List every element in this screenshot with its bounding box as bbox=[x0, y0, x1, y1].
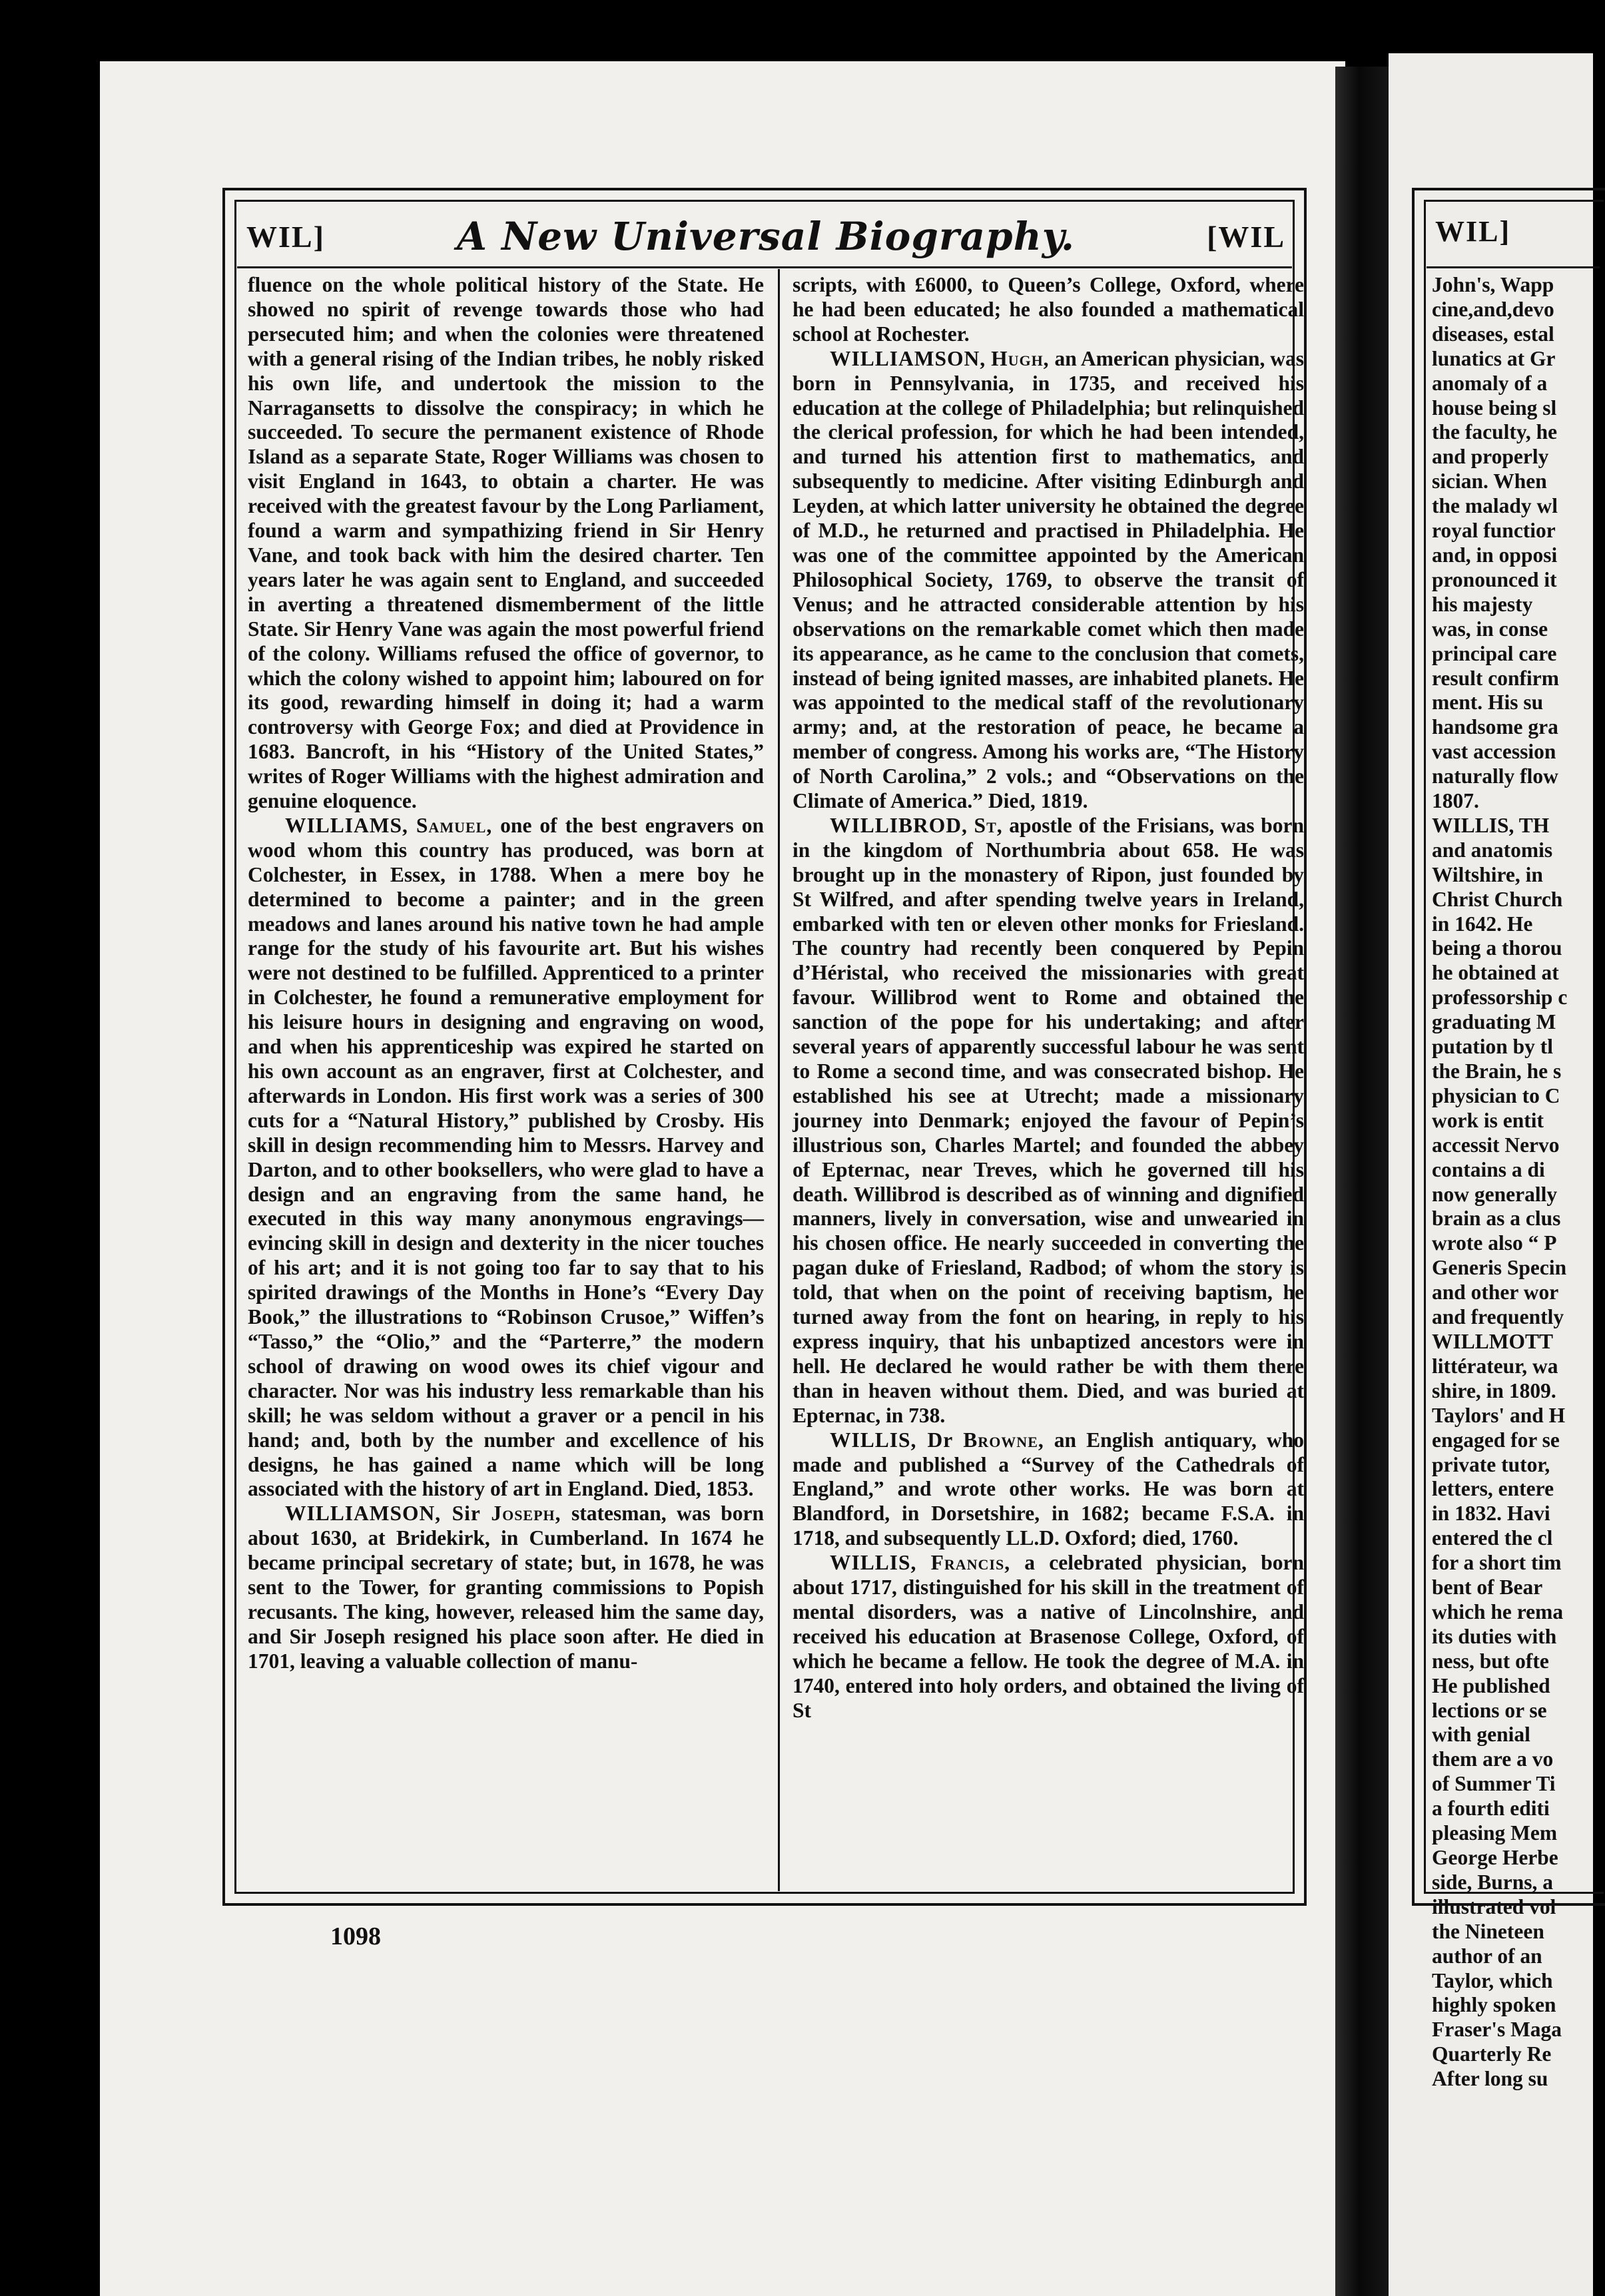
facing-page-line: pronounced it bbox=[1432, 567, 1557, 591]
facing-page-line: pleasing Mem bbox=[1432, 1821, 1558, 1845]
facing-page-line: ment. His su bbox=[1432, 691, 1544, 715]
facing-page-line: Christ Church bbox=[1432, 887, 1563, 911]
facing-page-line: the malady wl bbox=[1432, 494, 1558, 518]
text-column-1 bbox=[248, 273, 764, 1884]
paragraph-continued: scripts, with £6000, to Queen’s College, Oxford, where he had been educated; he also founded a mathematical school at Rochester. bbox=[793, 273, 1304, 346]
header-rule bbox=[237, 266, 1292, 268]
entry-willis-browne bbox=[793, 1428, 1304, 1552]
facing-page-line: physician to C bbox=[1432, 1083, 1560, 1107]
facing-page-line: letters, entere bbox=[1432, 1477, 1554, 1501]
facing-page-line: and, in opposi bbox=[1432, 543, 1558, 567]
entry-forename: Samuel, bbox=[416, 813, 493, 837]
entry-body: an English antiquary, who made and published a “Survey of the Cathedrals of England,” and wrote other works. He was born at Blandford, in Dorsetshire, in 1682; became F.S.A. in 1718, and subsequently LL.D. Oxford; died, 1760. bbox=[793, 1428, 1305, 1550]
entry-body: a celebrated physician, born about 1717, distinguished for his skill in the treatment of mental disorders, was a native of Lincolnshire, and received his education at Brasenose College, Oxford, of which he became a fellow. He took the degree of M.A. in 1740, entered into holy orders, and obtained the living of St bbox=[793, 1551, 1305, 1722]
facing-page-line: naturally flow bbox=[1432, 764, 1558, 788]
facing-page-line: his majesty bbox=[1432, 592, 1533, 616]
entry-body: one of the best engravers on wood whom this country has produced, was born at Colchester, in Essex, in 1788. When a mere boy he determined to become a painter; and in the green meadows and lanes around his native town he had ample range for the study of his favourite art. But his wishes were not destined to be fulfilled. Apprenticed to a printer in Colchester, he found a remunerative employment for his leisure hours in designing and engraving on wood, and when his apprenticeship was expired he started on his own account as an engraver, first at Colchester, and afterwards in London. His first work was a series of 300 cuts for a “Natural History,” published by Crosby. His skill in design recommending him to Messrs. Harvey and Darton, and to other booksellers, who were glad to have a design and an engraving from the same hand, he executed in this way many anonymous engravings—evincing skill in design and dexterity in the nicer touches of his art; and it is not going too far to say that to his spirited drawings of the Months in Hone’s “Every Day Book,” the illustrations to “Robinson Crusoe,” Wiffen’s “Tasso,” the “Olio,” and the “Parterre,” the modern school of drawing on wood owes its chief vigour and character. Nor was his industry less remarkable than his skill; he was seldom without a graver or a pencil in his hand; and, both by the number and excellence of his designs, he has gained a name which will be long associated with the history of art in England. Died, 1853. bbox=[248, 813, 765, 1501]
facing-page-line: the Brain, he s bbox=[1432, 1059, 1562, 1083]
facing-page-line: private tutor, bbox=[1432, 1452, 1550, 1476]
facing-page-line: in 1642. He bbox=[1432, 912, 1533, 936]
entry-headword: WILLIS, bbox=[830, 1551, 917, 1575]
entry-forename: Browne, bbox=[963, 1428, 1044, 1452]
facing-page-line: professorship c bbox=[1432, 986, 1568, 1009]
facing-page-line: author of an bbox=[1432, 1944, 1542, 1968]
facing-page-line: cine,and,devo bbox=[1432, 297, 1554, 321]
facing-page-line: for a short tim bbox=[1432, 1551, 1562, 1575]
facing-page-line: the Nineteen bbox=[1432, 1919, 1544, 1943]
header-left-abbr: WIL] bbox=[246, 219, 325, 254]
facing-page-line: being a thorou bbox=[1432, 936, 1562, 960]
entry-williamson-hugh bbox=[793, 347, 1304, 814]
facing-page-line: Taylors' and H bbox=[1432, 1403, 1566, 1427]
facing-page-line: and frequently bbox=[1432, 1305, 1564, 1329]
facing-page-line: He published bbox=[1432, 1673, 1550, 1697]
facing-page-line: handsome gra bbox=[1432, 715, 1558, 739]
facing-page-line: diseases, estal bbox=[1432, 322, 1554, 346]
column-divider bbox=[778, 269, 780, 1891]
header-right-abbr: [WIL bbox=[1207, 219, 1285, 254]
entry-forename: St, bbox=[974, 813, 1003, 837]
entry-forename: Hugh, bbox=[991, 346, 1050, 370]
facing-page-line: shire, in 1809. bbox=[1432, 1378, 1556, 1402]
entry-body: statesman, was born about 1630, at Bridekirk, in Cumberland. In 1674 he became principal secretary of state; but, in 1678, he was sent to the Tower, for granting commissions to Popish recusants. The king, however, released him the same day, and Sir Joseph resigned his place soon after. He died in 1701, leaving a valuable collection of manu- bbox=[248, 1502, 765, 1673]
facing-page-line: work is entit bbox=[1432, 1108, 1544, 1132]
facing-page-line: putation by tl bbox=[1432, 1035, 1554, 1059]
facing-page-line: Wiltshire, in bbox=[1432, 862, 1543, 886]
facing-page-line: side, Burns, a bbox=[1432, 1870, 1554, 1894]
facing-page-line: accessit Nervo bbox=[1432, 1133, 1560, 1157]
facing-page-line: wrote also “ P bbox=[1432, 1231, 1557, 1255]
entry-body: an American physician, was born in Pennsylvania, in 1735, and received his education at the college of Philadelphia; but relinquished the clerical profession, for which he had been intended, and turned his attention first to mathematics, and subsequently to medicine. After visiting Edinburgh and Leyden, at which latter university he obtained the degree of M.D., he returned and practised in Philadelphia. He was one of the committee appointed by the American Philosophical Society, 1769, to observe the transit of Venus; and he attracted considerable attention by his observations on the remarkable comet which then made its appearance, as he came to the conclusion that comets, instead of being ignited masses, are inhabited planets. He was appointed to the medical staff of the revolutionary army; and, at the restoration of peace, he became a member of congress. Among his works are, “The History of North Carolina,” 2 vols.; and “Observations on the Climate of America.” Died, 1819. bbox=[793, 346, 1305, 813]
facing-page-line: house being sl bbox=[1432, 396, 1557, 420]
facing-page-line: engaged for se bbox=[1432, 1428, 1560, 1452]
facing-page-line: ness, but ofte bbox=[1432, 1649, 1549, 1673]
entry-willibrod bbox=[793, 814, 1304, 1428]
facing-page-line: graduating M bbox=[1432, 1010, 1556, 1034]
facing-page-line: 1807. bbox=[1432, 789, 1479, 813]
facing-page-line: illustrated vol bbox=[1432, 1894, 1556, 1918]
entry-williams-samuel bbox=[248, 814, 764, 1502]
facing-page-line: which he rema bbox=[1432, 1599, 1564, 1623]
facing-page-line: John's, Wapp bbox=[1432, 273, 1554, 296]
entry-forename: Francis, bbox=[930, 1551, 1011, 1575]
facing-page-line: with genial bbox=[1432, 1723, 1530, 1747]
entry-williamson-joseph bbox=[248, 1502, 764, 1673]
paragraph-continued: fluence on the whole political history of the State. He showed no spirit of revenge towards those who had persecuted him; and when the colonies were threatened with a general rising of the Indian tribes, he nobly risked his own life, and undertook the mission to the Narragansetts to dissolve the conspiracy; in which he succeeded. To secure the permanent existence of Rhode Island as a separate State, Roger Williams was chosen to visit England in 1643, to obtain a charter. He was received with the greatest favour by the Long Parliament, found a warm and sympathizing friend in Sir Henry Vane, and took back with him the desired charter. Ten years later he was again sent to England, and succeeded in averting a threatened dismemberment of the little State. Sir Henry Vane was again the most powerful friend of the colony. Williams refused the office of governor, to which the colony wished to appoint him; laboured on for its good, rewarding himself in doing it; had a warm controversy with George Fox; and died at Providence in 1683. Bancroft, in his “History of the United States,” writes of Roger Williams with the highest admiration and genuine eloquence. bbox=[248, 273, 764, 813]
facing-page-line: Fraser's Maga bbox=[1432, 2018, 1562, 2042]
book-gutter bbox=[1335, 67, 1395, 2296]
facing-page-line: Taylor, which bbox=[1432, 1968, 1553, 1992]
facing-page-line: Generis Specin bbox=[1432, 1256, 1567, 1280]
text-column-2 bbox=[793, 273, 1304, 1884]
facing-page-line: lections or se bbox=[1432, 1698, 1547, 1722]
facing-page-line: WILLIS, TH bbox=[1432, 813, 1550, 837]
entry-headword: WILLIAMSON, Sir bbox=[285, 1502, 481, 1526]
facing-page-line: and anatomis bbox=[1432, 838, 1553, 862]
facing-page-header-rule bbox=[1427, 266, 1600, 268]
facing-page-line: of Summer Ti bbox=[1432, 1772, 1556, 1796]
facing-page-line: highly spoken bbox=[1432, 1993, 1556, 2017]
facing-page-line: vast accession bbox=[1432, 740, 1556, 764]
facing-page-line: them are a vo bbox=[1432, 1747, 1554, 1771]
facing-page-line: bent of Bear bbox=[1432, 1576, 1543, 1599]
facing-page-line: royal functior bbox=[1432, 519, 1556, 543]
entry-willis-francis bbox=[793, 1551, 1304, 1723]
facing-page-line: a fourth editi bbox=[1432, 1797, 1550, 1821]
entry-forename: Joseph, bbox=[491, 1502, 561, 1526]
running-header bbox=[246, 206, 1285, 266]
facing-page-line: in 1832. Havi bbox=[1432, 1502, 1550, 1526]
entry-headword: WILLIAMS, bbox=[285, 813, 408, 837]
facing-page-line: now generally bbox=[1432, 1182, 1558, 1206]
facing-page-line: he obtained at bbox=[1432, 961, 1559, 985]
facing-page-line: was, in conse bbox=[1432, 617, 1548, 641]
facing-page-text-column bbox=[1432, 273, 1593, 2091]
facing-page-line: and other wor bbox=[1432, 1281, 1559, 1304]
facing-page-line: and properly bbox=[1432, 445, 1549, 469]
facing-page-line: WILLMOTT bbox=[1432, 1329, 1554, 1353]
facing-page-line: George Herbe bbox=[1432, 1846, 1558, 1869]
header-title: A New Universal Biography. bbox=[456, 214, 1076, 259]
facing-page-header-abbr: WIL] bbox=[1435, 215, 1511, 248]
entry-headword: WILLIBROD, bbox=[830, 813, 968, 837]
facing-page-line: sician. When bbox=[1432, 469, 1547, 493]
facing-page-line: the faculty, he bbox=[1432, 420, 1558, 444]
facing-page-line: its duties with bbox=[1432, 1624, 1557, 1648]
facing-page-line: result confirm bbox=[1432, 666, 1559, 690]
entry-body: apostle of the Frisians, was born in the kingdom of Northumbria about 658. He was brought up in the monastery of Ripon, just founded by St Wilfred, and after spending twelve years in Ireland, embarked with ten or eleven other monks for Friesland. The country had recently been conquered by Pepin d’Héristal, who received the missionaries with great favour. Willibrod went to Rome and obtained the sanction of the pope for his undertaking; and after several years of apparently successful labour he was sent to Rome a second time, and was consecrated bishop. He established his see at Utrecht; made a missionary journey into Denmark; enjoyed the favour of Pepin’s illustrious son, Charles Martel; and founded the abbey of Epternac, near Treves, which he governed till his death. Willibrod is described as of winning and dignified manners, lively in conversation, wise and unwearied in his chosen office. He nearly succeeded in converting the pagan duke of Friesland, Radbod; of whom the story is told, that when on the point of receiving baptism, he turned away from the font on hearing, in reply to his express inquiry, that his unbaptized ancestors were in hell. He declared he would rather be with them there than in heaven without them. Died, and was buried at Epternac, in 738. bbox=[793, 813, 1304, 1427]
entry-headword: WILLIAMSON, bbox=[830, 346, 986, 370]
facing-page-line: After long su bbox=[1432, 2067, 1548, 2091]
entry-headword: WILLIS, Dr bbox=[830, 1428, 954, 1452]
facing-page-line: littérateur, wa bbox=[1432, 1354, 1558, 1378]
facing-page-line: brain as a clus bbox=[1432, 1207, 1561, 1231]
page-number: 1098 bbox=[330, 1922, 381, 1950]
facing-page-line: entered the cl bbox=[1432, 1526, 1553, 1550]
facing-page-line: lunatics at Gr bbox=[1432, 346, 1556, 370]
facing-page-line: anomaly of a bbox=[1432, 371, 1548, 395]
facing-page-line: contains a di bbox=[1432, 1157, 1545, 1181]
facing-page-line: Quarterly Re bbox=[1432, 2042, 1552, 2066]
facing-page-line: principal care bbox=[1432, 641, 1557, 665]
